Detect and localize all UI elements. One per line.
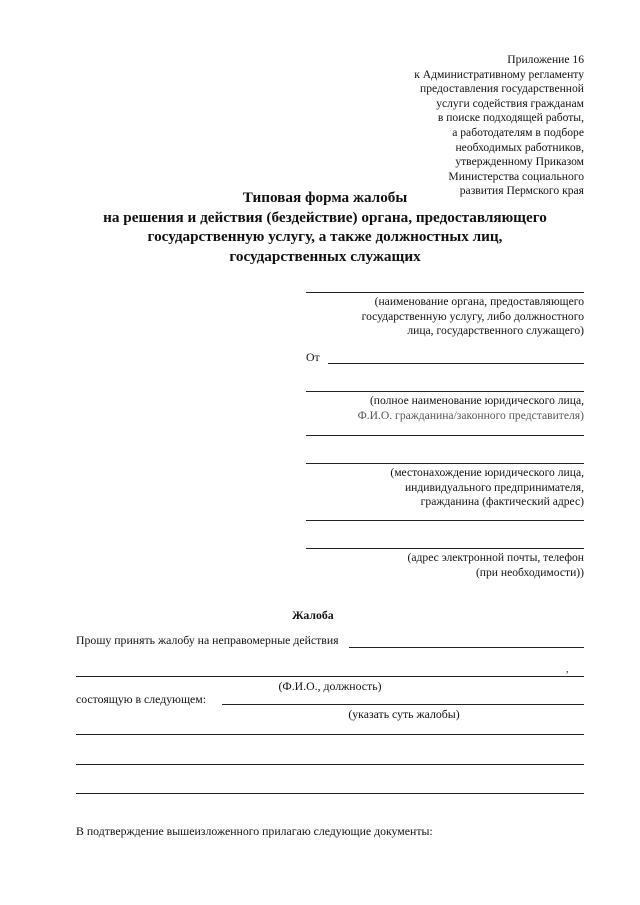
unlawful-actions-field[interactable] (349, 647, 584, 648)
official-fio-field[interactable] (76, 676, 584, 677)
attachments-text: В подтверждение вышеизложенного прилагаю следующие документы: (76, 824, 433, 838)
applicant-note-line: (полное наименование юридического лица, (369, 394, 584, 407)
applicant-name-field[interactable] (306, 391, 584, 392)
fio-note: (Ф.И.О., должность) (278, 679, 382, 693)
from-field[interactable] (328, 363, 584, 364)
location-note-line: гражданина (фактический адрес) (420, 495, 584, 509)
location-note-line: (местонахождение юридического лица, (390, 466, 584, 479)
organ-note (362, 295, 584, 339)
comma-mark: , (566, 664, 569, 675)
applicant-note-line: Ф.И.О. гражданина/законного представителя) (357, 408, 584, 422)
organ-note-line: (наименование органа, предоставляющего (374, 295, 584, 308)
contact-note-line: (при необходимости)) (475, 565, 584, 579)
complaint-line-3[interactable] (76, 793, 584, 794)
title-line: государственных служащих (229, 247, 421, 265)
appendix-line: необходимых работников, (455, 140, 584, 154)
location-note (390, 466, 584, 510)
complaint-line-1[interactable] (76, 734, 584, 735)
title-line: на решения и действия (бездействие) органа, предоставляющего (103, 208, 547, 226)
applicant-note (358, 394, 584, 423)
title-line: Типовая форма жалобы (242, 189, 408, 206)
location-extra-field[interactable] (306, 520, 584, 521)
organ-note-line: лица, государственного служащего) (407, 324, 584, 338)
appendix-line: утвержденному Приказом (455, 155, 584, 169)
form-title (60, 188, 590, 266)
from-label: От (306, 350, 320, 364)
appendix-line: Приложение 16 (507, 53, 584, 66)
appendix-line: в поиске подходящей работы, (437, 111, 584, 125)
appendix-line: Министерства социального (448, 169, 584, 183)
complaint-line-2[interactable] (76, 764, 584, 765)
appendix-line: а работодателям в подборе (452, 125, 584, 139)
appendix-line: предоставления государственной (420, 82, 584, 96)
essence-note: (указать суть жалобы) (348, 707, 460, 721)
appendix-line: развития Пермского края (459, 184, 584, 198)
organ-name-field[interactable] (306, 292, 584, 293)
request-text: Прошу принять жалобу на неправомерные действия (76, 633, 339, 647)
location-field[interactable] (306, 463, 584, 464)
contact-note-line: (адрес электронной почты, телефон (407, 551, 584, 564)
appendix-line: к Административному регламенту (414, 67, 584, 81)
title-line: государственную услугу, а также должностных лиц, (147, 228, 503, 245)
contact-note (408, 551, 584, 580)
contact-field[interactable] (306, 548, 584, 549)
complaint-heading: Жалоба (292, 608, 334, 622)
applicant-extra-field[interactable] (306, 435, 584, 436)
consisting-text: состоящую в следующем: (76, 692, 207, 706)
location-note-line: индивидуального предпринимателя, (404, 480, 584, 494)
complaint-essence-field[interactable] (222, 704, 584, 705)
organ-note-line: государственную услугу, либо должностного (361, 309, 584, 323)
appendix-line: услуги содействия гражданам (436, 96, 584, 110)
appendix-block (340, 53, 584, 199)
